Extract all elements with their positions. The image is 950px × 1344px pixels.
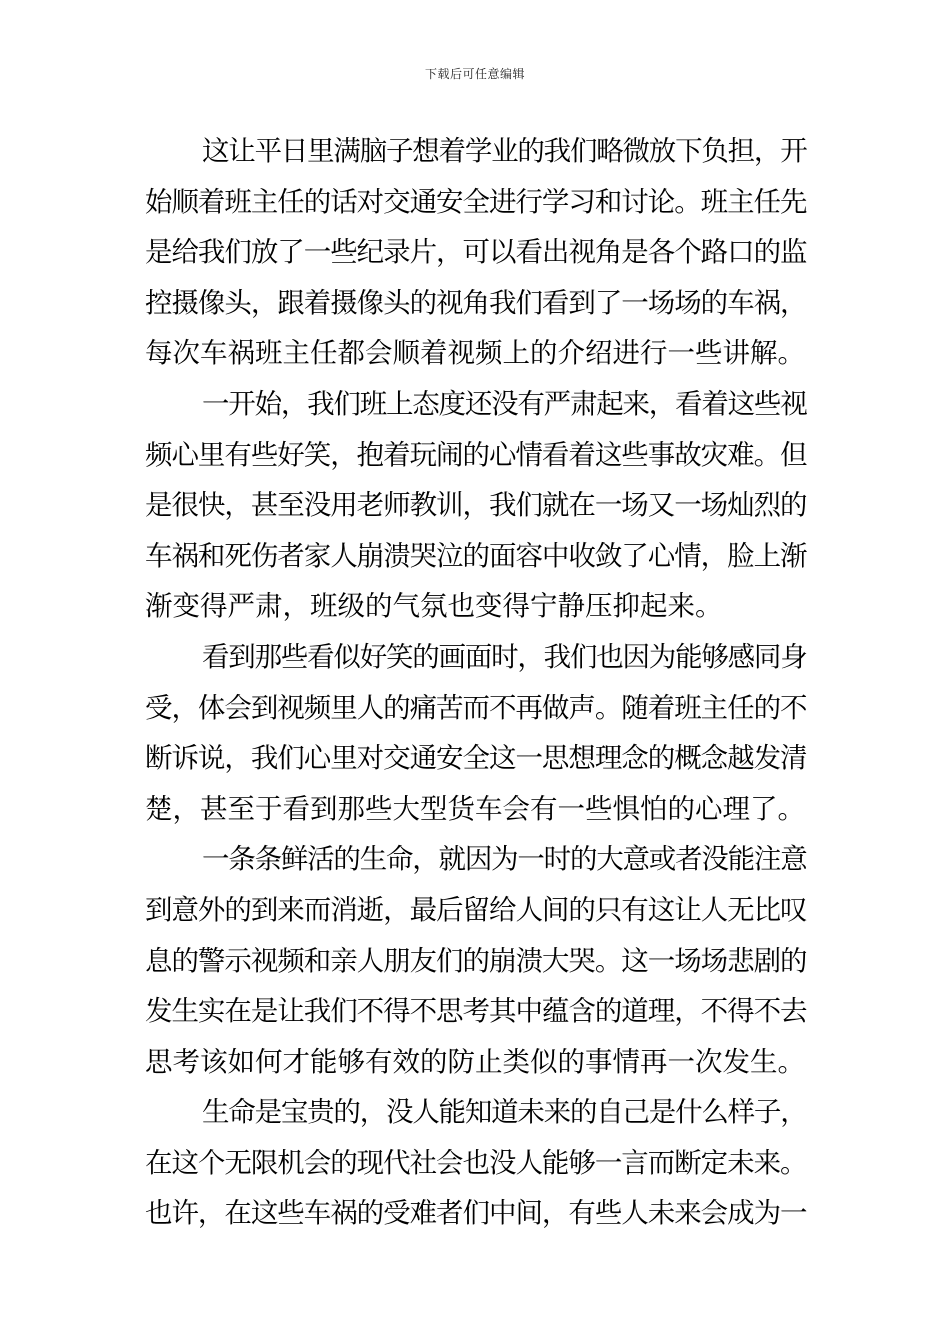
text-line: 一开始，我们班上态度还没有严肃起来，看着这些视 [202, 387, 807, 420]
text-line: 断诉说，我们心里对交通安全这一思想理念的概念越发清 [145, 742, 807, 775]
text-line: 息的警示视频和亲人朋友们的崩溃大哭。这一场场悲剧的 [145, 944, 807, 977]
page-header: 下载后可任意编辑 [424, 67, 525, 81]
text-line: 控摄像头，跟着摄像头的视角我们看到了一场场的车祸， [145, 286, 807, 319]
text-line: 楚，甚至于看到那些大型货车会有一些惧怕的心理了。 [145, 792, 805, 825]
text-line: 在这个无限机会的现代社会也没人能够一言而断定未来。 [145, 1146, 807, 1179]
text-line: 频心里有些好笑，抱着玩闹的心情看着这些事故灾难。但 [145, 438, 807, 471]
text-line: 生命是宝贵的，没人能知道未来的自己是什么样子， [202, 1096, 807, 1129]
text-line: 车祸和死伤者家人崩溃哭泣的面容中收敛了心情，脸上渐 [145, 539, 807, 572]
body-text [145, 126, 807, 1239]
text-line: 受，体会到视频里人的痛苦而不再做声。随着班主任的不 [145, 691, 807, 724]
text-line: 看到那些看似好笑的画面时，我们也因为能够感同身 [202, 640, 807, 673]
text-line: 是很快，甚至没用老师教训，我们就在一场又一场灿烈的 [145, 489, 807, 522]
text-line: 是给我们放了一些纪录片，可以看出视角是各个路口的监 [145, 236, 807, 269]
text-line: 一条条鲜活的生命，就因为一时的大意或者没能注意 [202, 843, 807, 876]
text-line: 思考该如何才能够有效的防止类似的事情再一次发生。 [145, 1045, 805, 1078]
text-line: 这让平日里满脑子想着学业的我们略微放下负担，开 [202, 135, 807, 167]
text-line: 发生实在是让我们不得不思考其中蕴含的道理，不得不去 [145, 995, 807, 1028]
text-line: 也许，在这些车祸的受难者们中间，有些人未来会成为一 [145, 1197, 807, 1230]
text-line: 始顺着班主任的话对交通安全进行学习和讨论。班主任先 [145, 185, 807, 218]
text-line: 到意外的到来而消逝，最后留给人间的只有这让人无比叹 [145, 893, 807, 926]
text-line: 每次车祸班主任都会顺着视频上的介绍进行一些讲解。 [145, 337, 805, 370]
text-line: 渐变得严肃，班级的气氛也变得宁静压抑起来。 [145, 590, 723, 623]
